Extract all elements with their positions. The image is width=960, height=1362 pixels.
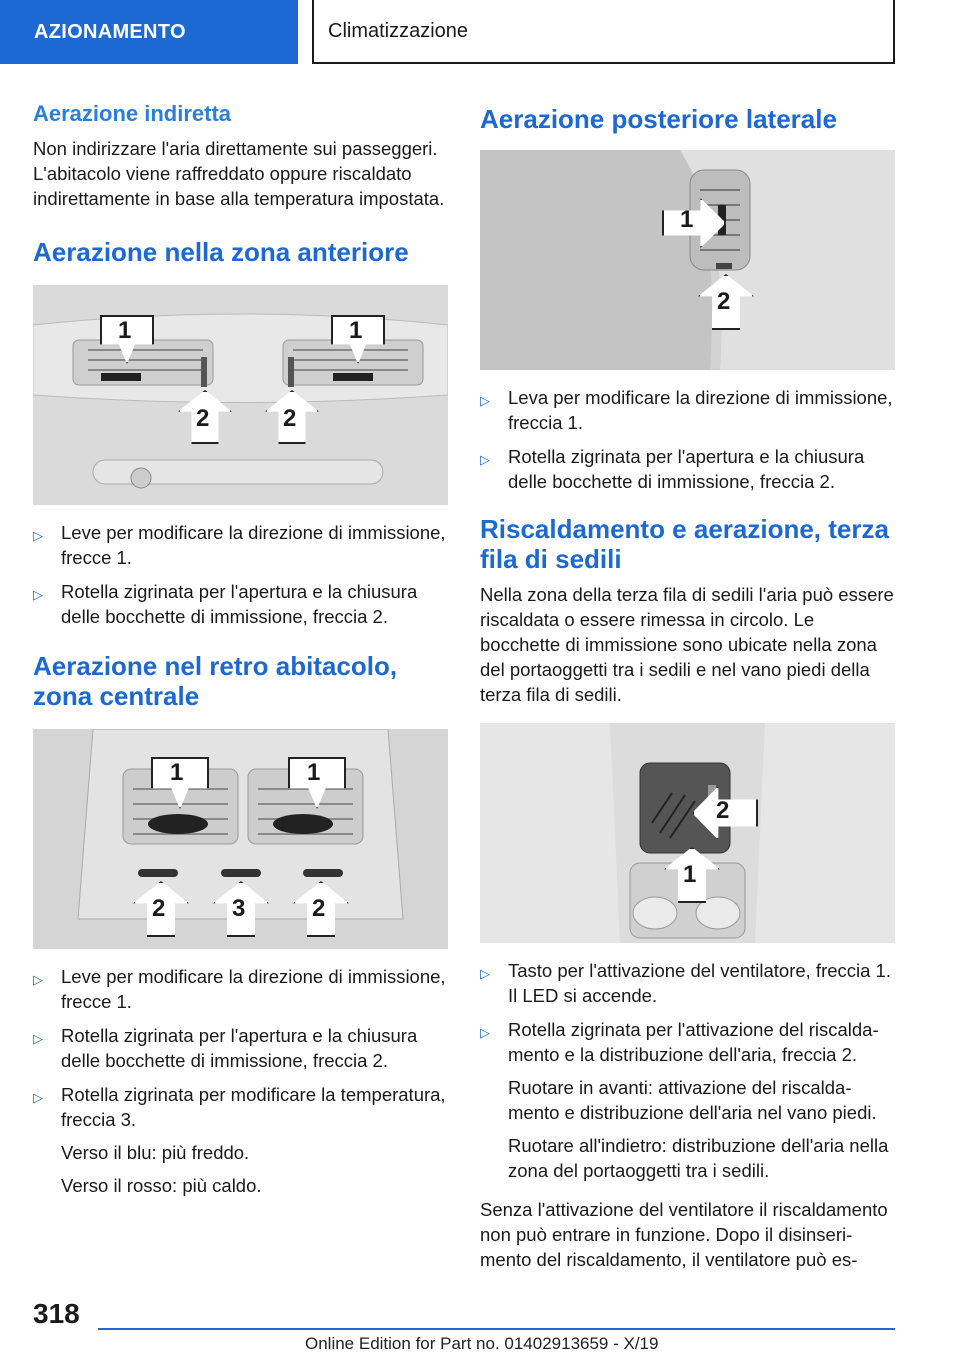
triangle-right-icon: ▷	[33, 1090, 43, 1105]
right-column	[480, 100, 896, 1272]
section-tab	[0, 0, 298, 64]
figure-front-vents	[33, 285, 448, 505]
list-front	[33, 520, 449, 629]
paragraph-third-row: Nella zona della terza fila di sedili l'aria può essere riscaldata o essere rimessa in circolo. Le bocchette di immissione sono ubicate nella zona del portaoggetti tra i sedili e nel vano piedi della terza fila di sedili.	[480, 584, 894, 705]
callout-1a-label: 1	[118, 317, 132, 344]
list-item: ▷ Leve per modificare la direzione di immissione, frecce 1.	[33, 966, 446, 1012]
footer-divider	[98, 1328, 895, 1330]
edition-note: Online Edition for Part no. 01402913659 - X/19	[305, 1334, 659, 1353]
figure-third-row	[480, 723, 895, 943]
callout-2-label: 2	[717, 288, 731, 315]
triangle-right-icon: ▷	[480, 1025, 490, 1040]
callout-2-label: 2	[716, 797, 730, 824]
figure-rear-side-vent	[480, 150, 895, 370]
callout-1-label: 1	[683, 861, 697, 888]
heading-third-row: Riscaldamento e aerazione, terza fila di sedili	[480, 514, 889, 574]
list-item: ▷ Rotella zigrinata per l'apertura e la chiusura delle bocchette di immissione, freccia 2.	[33, 581, 418, 627]
list-third-row	[480, 958, 896, 1183]
paragraph-indirect: Non indirizzare l'aria direttamente sui passeggeri. L'abitacolo viene raffreddato oppure riscaldato indirettamente in base alla temperatura impostata.	[33, 138, 445, 209]
callout-1a-label: 1	[170, 759, 184, 786]
callout-2a-label: 2	[152, 895, 166, 922]
callout-1-label: 1	[680, 206, 694, 233]
heading-rear-center: Aerazione nel retro abitacolo, zona centrale	[33, 651, 398, 711]
chapter-title: Climatizzazione	[328, 19, 469, 42]
list-item: ▷ Leva per modificare la direzione di immissione, freccia 1.	[480, 387, 893, 433]
callout-1b-label: 1	[349, 317, 363, 344]
heading-indirect: Aerazione indiretta	[33, 101, 232, 126]
triangle-right-icon: ▷	[33, 528, 43, 543]
triangle-right-icon: ▷	[33, 1031, 43, 1046]
paragraph-closing: Senza l'attivazione del ventilatore il riscaldamento non può entrare in funzione. Dopo il disinserimento del riscaldamento, il ventilatore può es-	[480, 1199, 888, 1270]
note-forward: Ruotare in avanti: attivazione del riscaldamento e distribuzione dell'aria nel vano piedi.	[508, 1077, 877, 1123]
triangle-right-icon: ▷	[480, 966, 490, 981]
list-item: ▷ Leve per modificare la direzione di immissione, frecce 1.	[33, 522, 446, 568]
list-item: ▷ Rotella zigrinata per l'attivazione del riscaldamento e la distribuzione dell'aria, freccia 2. Ruotare in avanti: attivazione del riscaldamento e distribuzione dell'aria nel vano piedi. Ruotare all'indietro: distribuzione dell'aria nella zona del portaoggetti tra i sedili.	[480, 1017, 896, 1183]
list-rear-center	[33, 964, 449, 1198]
note-red: Verso il rosso: più caldo.	[61, 1175, 262, 1196]
triangle-right-icon: ▷	[33, 972, 43, 987]
callout-2a-label: 2	[196, 405, 210, 432]
heading-front: Aerazione nella zona anteriore	[33, 237, 409, 267]
callout-1b-label: 1	[307, 759, 321, 786]
section-title: AZIONAMENTO	[34, 20, 186, 43]
list-item: ▷ Rotella zigrinata per l'apertura e la chiusura delle bocchette di immissione, freccia 2.	[480, 446, 865, 492]
list-item: ▷ Rotella zigrinata per l'apertura e la chiusura delle bocchette di immissione, freccia 2.	[33, 1025, 418, 1071]
chapter-tab	[312, 0, 895, 64]
callout-2b-label: 2	[283, 405, 297, 432]
triangle-right-icon: ▷	[480, 452, 490, 467]
figure-rear-center-vents	[33, 729, 448, 949]
left-column	[33, 100, 449, 1207]
callout-2b-label: 2	[312, 895, 326, 922]
list-rear-side	[480, 385, 896, 494]
heading-rear-side: Aerazione posteriore laterale	[480, 104, 837, 134]
triangle-right-icon: ▷	[33, 587, 43, 602]
list-item: ▷ Tasto per l'attivazione del ventilatore, freccia 1. Il LED si accende.	[480, 960, 891, 1006]
list-item: ▷ Rotella zigrinata per modificare la temperatura, freccia 3. Verso il blu: più freddo. Verso il rosso: più caldo.	[33, 1082, 449, 1198]
note-backward: Ruotare all'indietro: distribuzione dell'aria nella zona del portaoggetti tra i sedili.	[508, 1135, 889, 1181]
callout-3-label: 3	[232, 895, 246, 922]
page-number: 318	[33, 1298, 80, 1329]
note-blue: Verso il blu: più freddo.	[61, 1142, 250, 1163]
triangle-right-icon: ▷	[480, 393, 490, 408]
